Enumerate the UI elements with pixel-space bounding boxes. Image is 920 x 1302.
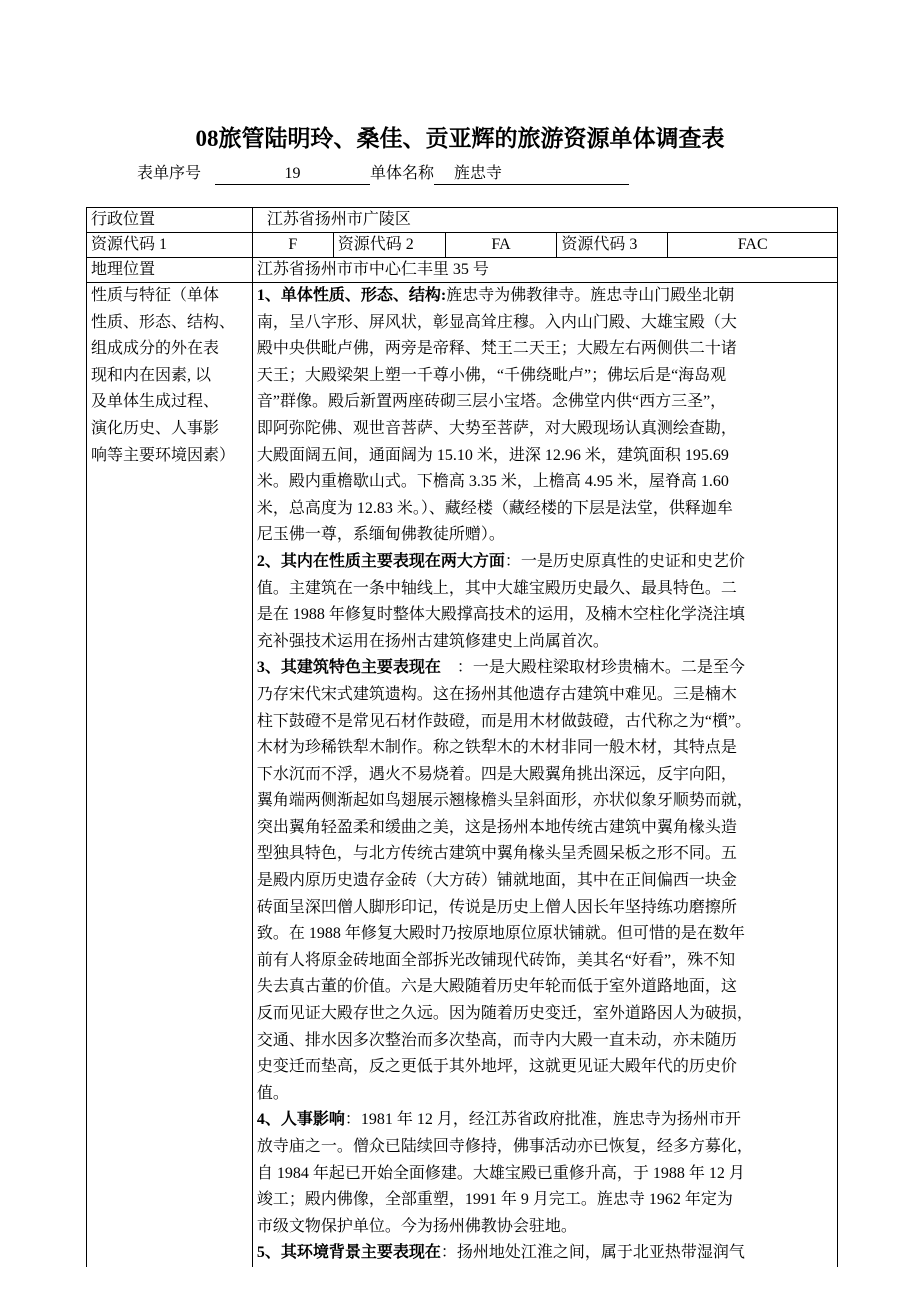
- line-text: 突出翼角轻盈柔和缓曲之美，这是扬州本地传统古建筑中翼角椽头造: [256, 818, 737, 836]
- line-text: 木材为珍稀铁犁木制作。称之铁犁木的木材非同一般木材，其特点是: [256, 739, 737, 757]
- features-text-line: [257, 788, 833, 815]
- serial-label: 表单序号: [137, 165, 202, 182]
- line-text: 米。殿内重檐歇山式。下檐高 3.35 米，上檐高 4.95 米，屋脊高 1.60: [256, 473, 729, 491]
- features-text-line: [257, 1081, 833, 1108]
- line-text: 自 1984 年起已开始全面修建。大雄宝殿已重修升高，于 1988 年 12 月: [256, 1164, 745, 1182]
- line-text: 天王；大殿梁架上塑一千尊小佛，“千佛绕毗卢”；佛坛后是“海岛观: [256, 366, 727, 384]
- features-text-line: [257, 602, 833, 629]
- features-text-line: [257, 868, 833, 895]
- unit-name-label: 单体名称: [370, 165, 435, 182]
- line-text: 值。主建筑在一条中轴线上，其中大雄宝殿历史最久、最具特色。二: [256, 579, 737, 597]
- features-text-line: [257, 948, 833, 975]
- admin-row: [87, 208, 838, 233]
- section-heading: 3、其建筑特色主要表现在: [256, 659, 441, 677]
- features-text-line: [257, 1240, 833, 1267]
- features-text-line: [257, 655, 833, 682]
- line-text: ：扬州地处江淮之间，属于北亚热带湿润气: [440, 1244, 745, 1262]
- features-text-line: [257, 1161, 833, 1188]
- features-content: [252, 283, 837, 1267]
- admin-value-text: 江苏省扬州市广陵区: [266, 211, 411, 228]
- section-heading: 1、单体性质、形态、结构:: [256, 287, 447, 304]
- section-heading: 4、人事影响: [256, 1111, 345, 1129]
- features-text-line: [257, 443, 833, 470]
- features-text-line: [257, 1028, 833, 1055]
- features-text-line: [257, 762, 833, 789]
- code2-value: FA: [445, 233, 557, 258]
- code2-label: 资源代码 2: [333, 233, 445, 258]
- line-text: 大殿面阔五间，通面阔为 15.10 米，进深 12.96 米，建筑面积 195.69: [256, 446, 729, 464]
- features-text-line: [257, 974, 833, 1001]
- line-text: 放寺庙之一。僧众已陆续回寺修持，佛事活动亦已恢复，经多方募化，: [256, 1138, 753, 1155]
- line-text: 砖面呈深凹僧人脚形印记，传说是历史上僧人因长年坚持练功磨擦所: [256, 898, 737, 916]
- features-text-line: [257, 416, 833, 443]
- line-text: 失去真古董的价值。六是大殿随着历史年轮而低于室外道路地面，这: [256, 978, 737, 996]
- code1-label: 资源代码 1: [87, 233, 253, 258]
- features-label-line: 组成成分的外在表: [91, 340, 220, 358]
- line-text: ：1981 年 12 月，经江苏省政府批准，旌忠寺为扬州市开: [344, 1111, 741, 1129]
- section-heading: 2、其内在性质主要表现在两大方面: [256, 552, 505, 570]
- line-text: 交通、排水因多次整治而多次垫高，而寺内大殿一直未动，亦未随历: [256, 1031, 737, 1049]
- features-text-line: [257, 576, 833, 603]
- features-text-line: [257, 522, 833, 549]
- line-text: 市级文物保护单位。今为扬州佛教协会驻地。: [256, 1217, 577, 1235]
- features-text-line: [257, 1187, 833, 1214]
- features-text-line: [257, 310, 833, 337]
- features-text-line: [257, 549, 833, 576]
- line-text: 殿中央供毗卢佛，两旁是帝释、梵王二天王；大殿左右两侧供二十诸: [256, 340, 737, 358]
- features-text-line: [257, 709, 833, 736]
- admin-label: 行政位置: [87, 208, 253, 233]
- line-text: 旌忠寺为佛教律寺。旌忠寺山门殿坐北朝: [446, 287, 735, 304]
- line-text: 是在 1988 年修复时整体大殿撑高技术的运用，及楠木空柱化学浇注填: [256, 606, 745, 624]
- admin-value: [252, 208, 837, 233]
- features-text-line: [257, 1001, 833, 1028]
- line-text: 尼玉佛一尊，系缅甸佛教徒所赠）。: [256, 526, 505, 544]
- features-text-line: [257, 682, 833, 709]
- features-text-line: [257, 336, 833, 363]
- geo-row: [87, 258, 838, 283]
- features-label-line: 性质、形态、结构、: [91, 313, 236, 331]
- code3-label: 资源代码 3: [557, 233, 668, 258]
- line-text: 音”群像。殿后新置两座砖砌三层小宝塔。念佛堂内供“西方三圣”，: [256, 393, 727, 411]
- section-heading: 5、其环境背景主要表现在: [256, 1244, 441, 1262]
- features-label-line: 响等主要环境因素）: [91, 446, 236, 464]
- features-label-line: 演化历史、人事影: [91, 419, 220, 437]
- features-text-line: [257, 389, 833, 416]
- features-text-line: [257, 1134, 833, 1161]
- codes-row: [87, 233, 838, 258]
- geo-value: 江苏省扬州市市中心仁丰里 35 号: [252, 258, 837, 283]
- line-text: 史变迁而垫高，反之更低于其外地坪，这就更见证大殿年代的历史价: [256, 1058, 737, 1076]
- line-text: 是殿内原历史遗存金砖（大方砖）铺就地面，其中在正间偏西一块金: [256, 872, 737, 890]
- features-text-line: [257, 1107, 833, 1134]
- features-label-line: 现和内在因素, 以: [91, 366, 212, 384]
- line-text: 米，总高度为 12.83 米。）、藏经楼（藏经楼的下层是法堂，供释迦牟: [256, 499, 733, 517]
- features-text-line: [257, 363, 833, 390]
- line-text: 型独具特色，与北方传统古建筑中翼角椽头呈秃圆呆板之形不同。五: [256, 845, 737, 863]
- features-text-line: [257, 629, 833, 656]
- line-text: 翼角端两侧渐起如鸟翅展示翘椽檐头呈斜面形，亦状似象牙顺势而就，: [256, 792, 753, 810]
- features-text-line: [257, 921, 833, 948]
- line-text: ：一是大殿柱梁取材珍贵楠木。二是至今: [440, 659, 745, 677]
- line-text: 充补强技术运用在扬州古建筑修建史上尚属首次。: [256, 632, 609, 650]
- features-text-line: [257, 815, 833, 842]
- features-text-line: [257, 1054, 833, 1081]
- unit-name-value: [434, 164, 629, 185]
- survey-table: [86, 207, 838, 1267]
- features-text-line: [257, 283, 833, 310]
- line-text: 乃存宋代宋式建筑遗构。这在扬州其他遗存古建筑中难见。三是楠木: [256, 685, 737, 703]
- geo-label: 地理位置: [87, 258, 253, 283]
- features-text-line: [257, 469, 833, 496]
- features-label-line: 及单体生成过程、: [91, 393, 220, 411]
- features-text-line: [257, 735, 833, 762]
- line-text: 南，呈八字形、屏风状，彰显高耸庄穆。入内山门殿、大雄宝殿（大: [256, 313, 737, 331]
- line-text: 反而见证大殿存世之久远。因为随着历史变迁，室外道路因人为破损，: [256, 1005, 753, 1023]
- unit-name-text: 旌忠寺: [454, 165, 503, 182]
- features-row: [87, 283, 838, 1267]
- features-text-line: [257, 1214, 833, 1241]
- form-header: [137, 160, 629, 185]
- code1-value: F: [252, 233, 333, 258]
- line-text: 竣工；殿内佛像，全部重塑，1991 年 9 月完工。旌忠寺 1962 年定为: [256, 1191, 733, 1209]
- line-text: 柱下鼓磴不是常见石材作鼓磴，而是用木材做鼓磴，古代称之为“櫍”。: [256, 712, 752, 730]
- line-text: 前有人将原金砖地面全部拆光改铺现代砖饰，美其名“好看”，殊不知: [256, 951, 736, 969]
- features-label: [87, 283, 253, 1267]
- line-text: 致。在 1988 年修复大殿时乃按原地原位原状铺就。但可惜的是在数年: [256, 925, 745, 943]
- document-title: 08旅管陆明玲、桑佳、贡亚辉的旅游资源单体调查表: [195, 126, 725, 151]
- line-text: 下水沉而不浮，遇火不易烧着。四是大殿翼角挑出深远，反宇向阳，: [256, 765, 737, 783]
- features-text-line: [257, 895, 833, 922]
- serial-value: 19: [215, 164, 370, 185]
- features-text-line: [257, 496, 833, 523]
- line-text: ：一是历史原真性的史证和史艺价: [504, 552, 745, 570]
- code3-value: FAC: [668, 233, 838, 258]
- features-text-line: [257, 841, 833, 868]
- line-text: 即阿弥陀佛、观世音菩萨、大势至菩萨，对大殿现场认真测绘查勘，: [256, 419, 737, 437]
- line-text: 值。: [256, 1084, 289, 1102]
- features-label-line: 性质与特征（单体: [91, 287, 220, 304]
